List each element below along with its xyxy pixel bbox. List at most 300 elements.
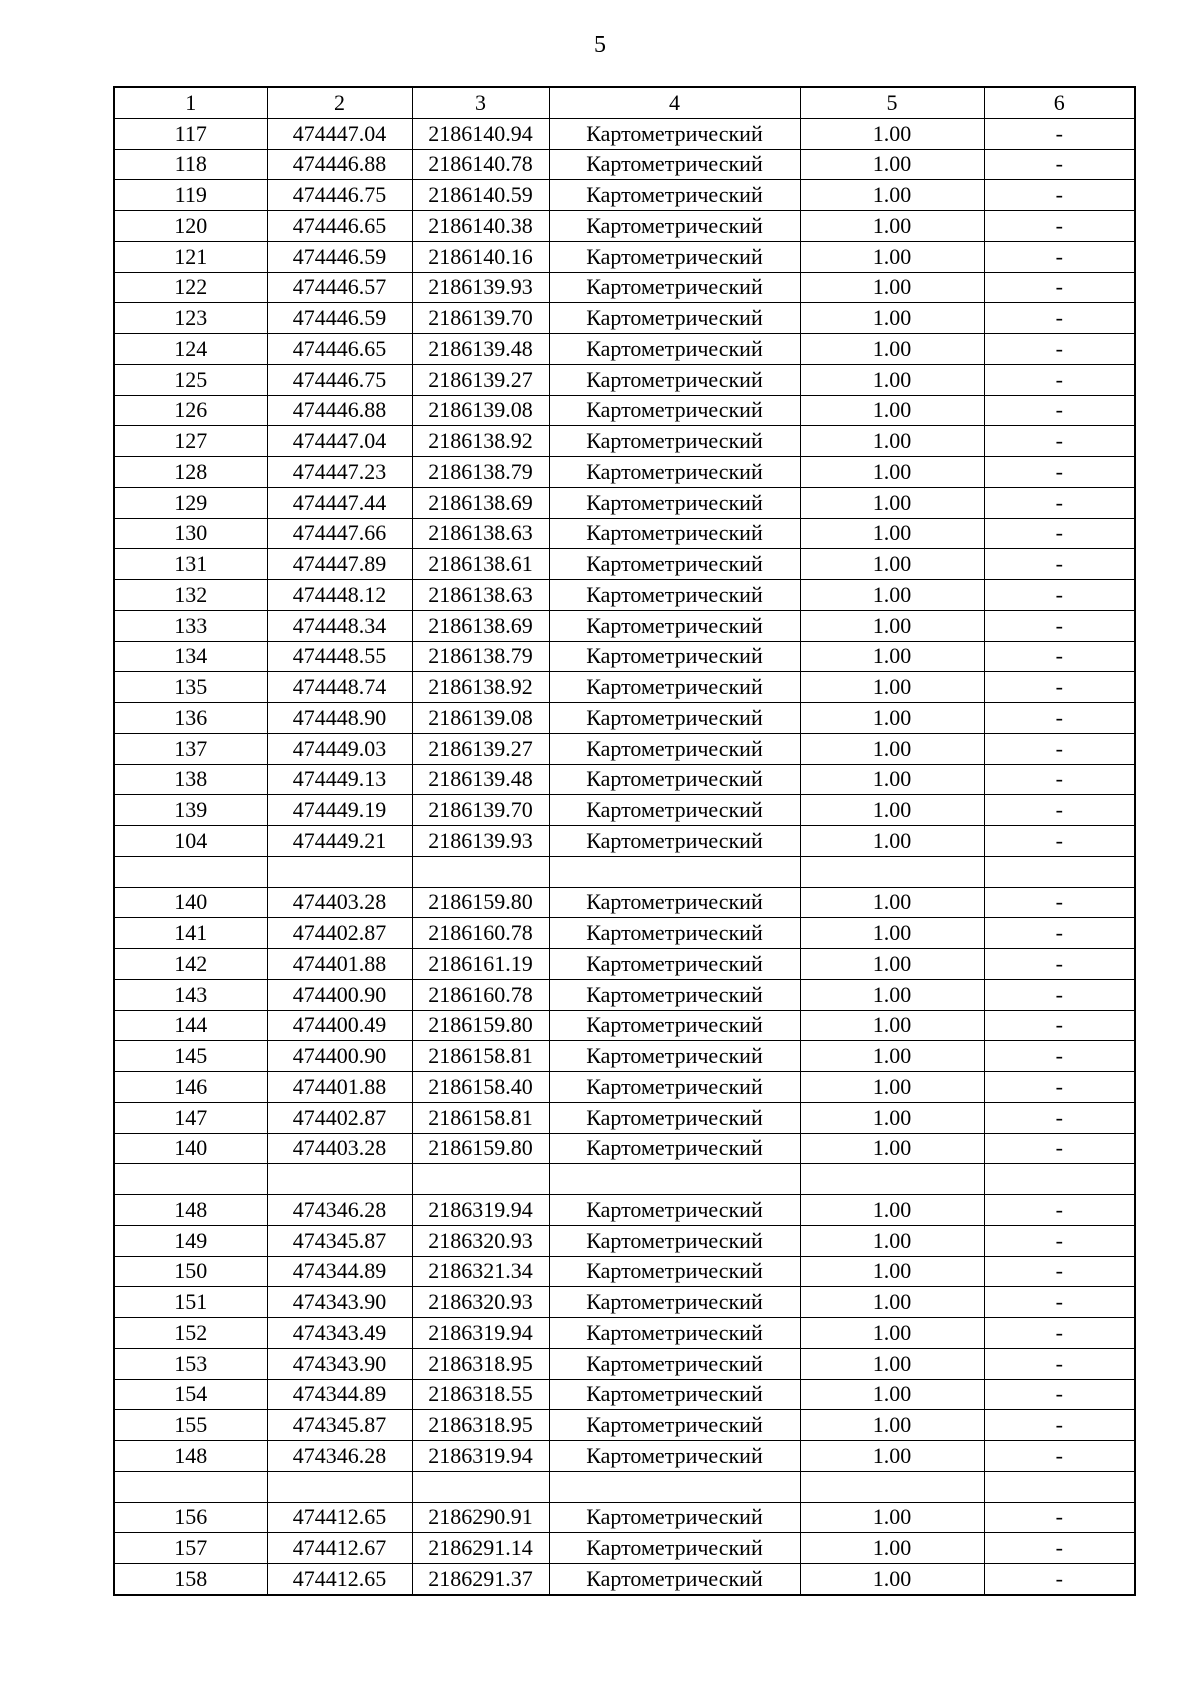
- cell-method: Картометрический: [549, 303, 800, 334]
- cell-accuracy: 1.00: [800, 887, 984, 918]
- table-row: [114, 918, 1135, 949]
- cell-y-coordinate: 2186139.27: [412, 364, 549, 395]
- cell-accuracy: 1.00: [800, 610, 984, 641]
- cell-y-coordinate: 2186319.94: [412, 1318, 549, 1349]
- cell-accuracy: 1.00: [800, 426, 984, 457]
- table-row: [114, 641, 1135, 672]
- cell-point-number: 136: [114, 703, 267, 734]
- cell-description: -: [984, 1010, 1135, 1041]
- cell-point-number: 147: [114, 1102, 267, 1133]
- cell-description: -: [984, 703, 1135, 734]
- cell-x-coordinate: 474446.75: [267, 180, 412, 211]
- cell-y-coordinate: 2186139.93: [412, 272, 549, 303]
- cell-y-coordinate: 2186318.95: [412, 1410, 549, 1441]
- cell-x-coordinate: 474446.59: [267, 303, 412, 334]
- cell-x-coordinate: [267, 856, 412, 887]
- cell-method: Картометрический: [549, 426, 800, 457]
- cell-description: -: [984, 887, 1135, 918]
- cell-method: Картометрический: [549, 1533, 800, 1564]
- cell-description: -: [984, 303, 1135, 334]
- cell-x-coordinate: 474446.65: [267, 334, 412, 365]
- cell-x-coordinate: 474412.65: [267, 1564, 412, 1595]
- cell-point-number: 137: [114, 733, 267, 764]
- cell-method: Картометрический: [549, 457, 800, 488]
- cell-x-coordinate: 474446.57: [267, 272, 412, 303]
- cell-x-coordinate: 474446.65: [267, 211, 412, 242]
- cell-accuracy: 1.00: [800, 272, 984, 303]
- cell-method: Картометрический: [549, 1256, 800, 1287]
- cell-point-number: 135: [114, 672, 267, 703]
- cell-point-number: [114, 856, 267, 887]
- table-row: [114, 1287, 1135, 1318]
- cell-x-coordinate: 474346.28: [267, 1441, 412, 1472]
- cell-accuracy: 1.00: [800, 1225, 984, 1256]
- table-row: [114, 364, 1135, 395]
- cell-description: -: [984, 518, 1135, 549]
- cell-y-coordinate: 2186139.70: [412, 795, 549, 826]
- cell-accuracy: 1.00: [800, 764, 984, 795]
- cell-point-number: 138: [114, 764, 267, 795]
- table-row: [114, 580, 1135, 611]
- cell-y-coordinate: 2186159.80: [412, 887, 549, 918]
- cell-description: -: [984, 1195, 1135, 1226]
- cell-accuracy: 1.00: [800, 149, 984, 180]
- table-row: [114, 1502, 1135, 1533]
- cell-y-coordinate: 2186139.08: [412, 395, 549, 426]
- cell-x-coordinate: 474402.87: [267, 1102, 412, 1133]
- table-row: [114, 487, 1135, 518]
- column-header-method: 4: [549, 87, 800, 118]
- cell-y-coordinate: 2186140.16: [412, 241, 549, 272]
- cell-accuracy: 1.00: [800, 826, 984, 857]
- cell-y-coordinate: 2186318.55: [412, 1379, 549, 1410]
- cell-x-coordinate: 474447.89: [267, 549, 412, 580]
- cell-point-number: 104: [114, 826, 267, 857]
- cell-description: -: [984, 979, 1135, 1010]
- table-row: [114, 949, 1135, 980]
- cell-description: -: [984, 395, 1135, 426]
- cell-y-coordinate: 2186160.78: [412, 918, 549, 949]
- cell-method: Картометрический: [549, 241, 800, 272]
- table-row: [114, 272, 1135, 303]
- cell-y-coordinate: 2186138.63: [412, 580, 549, 611]
- cell-method: Картометрический: [549, 703, 800, 734]
- table-row: [114, 1041, 1135, 1072]
- cell-accuracy: 1.00: [800, 395, 984, 426]
- table-row: [114, 1256, 1135, 1287]
- cell-y-coordinate: 2186158.81: [412, 1102, 549, 1133]
- cell-y-coordinate: 2186291.37: [412, 1564, 549, 1595]
- cell-method: Картометрический: [549, 733, 800, 764]
- cell-y-coordinate: 2186159.80: [412, 1010, 549, 1041]
- cell-method: Картометрический: [549, 1225, 800, 1256]
- cell-point-number: 118: [114, 149, 267, 180]
- cell-y-coordinate: 2186319.94: [412, 1441, 549, 1472]
- cell-description: -: [984, 334, 1135, 365]
- cell-accuracy: 1.00: [800, 1041, 984, 1072]
- cell-y-coordinate: 2186139.70: [412, 303, 549, 334]
- cell-x-coordinate: 474447.04: [267, 426, 412, 457]
- table-row: [114, 518, 1135, 549]
- cell-accuracy: 1.00: [800, 641, 984, 672]
- cell-x-coordinate: 474401.88: [267, 949, 412, 980]
- cell-method: [549, 856, 800, 887]
- cell-description: -: [984, 211, 1135, 242]
- table-row: [114, 1564, 1135, 1595]
- cell-x-coordinate: 474449.19: [267, 795, 412, 826]
- cell-x-coordinate: 474447.66: [267, 518, 412, 549]
- cell-accuracy: 1.00: [800, 733, 984, 764]
- cell-method: Картометрический: [549, 1195, 800, 1226]
- cell-x-coordinate: 474400.49: [267, 1010, 412, 1041]
- cell-x-coordinate: 474346.28: [267, 1195, 412, 1226]
- cell-description: [984, 856, 1135, 887]
- cell-y-coordinate: 2186140.38: [412, 211, 549, 242]
- cell-method: Картометрический: [549, 395, 800, 426]
- cell-accuracy: 1.00: [800, 795, 984, 826]
- table-row: [114, 549, 1135, 580]
- cell-accuracy: 1.00: [800, 334, 984, 365]
- cell-method: Картометрический: [549, 211, 800, 242]
- cell-y-coordinate: 2186321.34: [412, 1256, 549, 1287]
- column-header-y-coordinate: 3: [412, 87, 549, 118]
- cell-y-coordinate: 2186158.81: [412, 1041, 549, 1072]
- cell-y-coordinate: 2186320.93: [412, 1225, 549, 1256]
- cell-x-coordinate: 474343.90: [267, 1287, 412, 1318]
- coordinates-table: [113, 86, 1136, 1596]
- cell-method: Картометрический: [549, 764, 800, 795]
- cell-description: -: [984, 641, 1135, 672]
- cell-point-number: 142: [114, 949, 267, 980]
- cell-y-coordinate: 2186138.92: [412, 426, 549, 457]
- cell-description: -: [984, 272, 1135, 303]
- cell-accuracy: 1.00: [800, 518, 984, 549]
- cell-y-coordinate: 2186139.48: [412, 334, 549, 365]
- table-header: [114, 87, 1135, 118]
- table-row: [114, 1010, 1135, 1041]
- cell-accuracy: 1.00: [800, 1410, 984, 1441]
- cell-y-coordinate: 2186138.61: [412, 549, 549, 580]
- cell-description: -: [984, 672, 1135, 703]
- cell-method: Картометрический: [549, 918, 800, 949]
- cell-description: -: [984, 1287, 1135, 1318]
- cell-accuracy: 1.00: [800, 118, 984, 149]
- cell-point-number: 132: [114, 580, 267, 611]
- cell-x-coordinate: 474403.28: [267, 1133, 412, 1164]
- cell-accuracy: 1.00: [800, 457, 984, 488]
- cell-method: Картометрический: [549, 979, 800, 1010]
- cell-point-number: 140: [114, 887, 267, 918]
- cell-method: Картометрический: [549, 272, 800, 303]
- cell-description: -: [984, 241, 1135, 272]
- cell-accuracy: 1.00: [800, 180, 984, 211]
- cell-method: Картометрический: [549, 118, 800, 149]
- cell-point-number: [114, 1471, 267, 1502]
- column-header-x-coordinate: 2: [267, 87, 412, 118]
- cell-point-number: 125: [114, 364, 267, 395]
- cell-method: Картометрический: [549, 518, 800, 549]
- cell-method: Картометрический: [549, 1502, 800, 1533]
- cell-method: Картометрический: [549, 610, 800, 641]
- cell-point-number: 158: [114, 1564, 267, 1595]
- cell-point-number: 149: [114, 1225, 267, 1256]
- cell-method: Картометрический: [549, 826, 800, 857]
- cell-method: Картометрический: [549, 1564, 800, 1595]
- cell-x-coordinate: 474403.28: [267, 887, 412, 918]
- cell-accuracy: 1.00: [800, 487, 984, 518]
- cell-accuracy: 1.00: [800, 1348, 984, 1379]
- table-row: [114, 733, 1135, 764]
- cell-method: Картометрический: [549, 1102, 800, 1133]
- table-row: [114, 610, 1135, 641]
- cell-y-coordinate: 2186291.14: [412, 1533, 549, 1564]
- cell-accuracy: 1.00: [800, 364, 984, 395]
- cell-y-coordinate: 2186138.63: [412, 518, 549, 549]
- table-row: [114, 426, 1135, 457]
- cell-point-number: 141: [114, 918, 267, 949]
- cell-point-number: 145: [114, 1041, 267, 1072]
- cell-y-coordinate: 2186320.93: [412, 1287, 549, 1318]
- cell-accuracy: 1.00: [800, 672, 984, 703]
- cell-point-number: 153: [114, 1348, 267, 1379]
- cell-method: Картометрический: [549, 1010, 800, 1041]
- table-row: [114, 395, 1135, 426]
- table-row: [114, 1441, 1135, 1472]
- cell-x-coordinate: 474344.89: [267, 1379, 412, 1410]
- cell-y-coordinate: 2186138.69: [412, 487, 549, 518]
- cell-y-coordinate: 2186159.80: [412, 1133, 549, 1164]
- cell-x-coordinate: 474448.34: [267, 610, 412, 641]
- cell-accuracy: 1.00: [800, 1379, 984, 1410]
- table-row: [114, 1318, 1135, 1349]
- cell-x-coordinate: 474343.49: [267, 1318, 412, 1349]
- cell-description: -: [984, 1348, 1135, 1379]
- cell-accuracy: 1.00: [800, 1441, 984, 1472]
- table-row: [114, 1533, 1135, 1564]
- cell-y-coordinate: 2186160.78: [412, 979, 549, 1010]
- cell-x-coordinate: 474447.23: [267, 457, 412, 488]
- table-row: [114, 334, 1135, 365]
- table-row: [114, 149, 1135, 180]
- cell-x-coordinate: 474412.65: [267, 1502, 412, 1533]
- cell-y-coordinate: 2186138.69: [412, 610, 549, 641]
- cell-y-coordinate: [412, 1471, 549, 1502]
- cell-description: -: [984, 795, 1135, 826]
- cell-x-coordinate: 474446.75: [267, 364, 412, 395]
- cell-accuracy: 1.00: [800, 211, 984, 242]
- cell-x-coordinate: 474401.88: [267, 1072, 412, 1103]
- cell-point-number: 122: [114, 272, 267, 303]
- table-row: [114, 1072, 1135, 1103]
- cell-y-coordinate: 2186140.94: [412, 118, 549, 149]
- cell-method: Картометрический: [549, 1133, 800, 1164]
- table-row: [114, 1133, 1135, 1164]
- cell-accuracy: 1.00: [800, 1502, 984, 1533]
- cell-method: Картометрический: [549, 1318, 800, 1349]
- cell-description: -: [984, 733, 1135, 764]
- cell-point-number: 124: [114, 334, 267, 365]
- cell-x-coordinate: 474449.03: [267, 733, 412, 764]
- cell-method: Картометрический: [549, 149, 800, 180]
- cell-description: -: [984, 1256, 1135, 1287]
- cell-x-coordinate: 474402.87: [267, 918, 412, 949]
- cell-description: [984, 1164, 1135, 1195]
- cell-y-coordinate: 2186139.93: [412, 826, 549, 857]
- header-row: [114, 87, 1135, 118]
- cell-method: Картометрический: [549, 672, 800, 703]
- table-row: [114, 118, 1135, 149]
- cell-accuracy: 1.00: [800, 549, 984, 580]
- cell-point-number: 130: [114, 518, 267, 549]
- cell-method: Картометрический: [549, 334, 800, 365]
- cell-method: Картометрический: [549, 795, 800, 826]
- cell-accuracy: 1.00: [800, 1195, 984, 1226]
- table-row: [114, 979, 1135, 1010]
- cell-point-number: 127: [114, 426, 267, 457]
- cell-description: -: [984, 764, 1135, 795]
- cell-y-coordinate: 2186138.92: [412, 672, 549, 703]
- table-row: [114, 457, 1135, 488]
- cell-y-coordinate: 2186140.59: [412, 180, 549, 211]
- table-row: [114, 241, 1135, 272]
- cell-method: Картометрический: [549, 1072, 800, 1103]
- cell-accuracy: 1.00: [800, 1072, 984, 1103]
- cell-point-number: 148: [114, 1195, 267, 1226]
- cell-method: Картометрический: [549, 1041, 800, 1072]
- cell-description: -: [984, 1072, 1135, 1103]
- cell-accuracy: 1.00: [800, 303, 984, 334]
- cell-y-coordinate: 2186140.78: [412, 149, 549, 180]
- cell-method: [549, 1471, 800, 1502]
- table-row: [114, 795, 1135, 826]
- table-row: [114, 1471, 1135, 1502]
- cell-method: Картометрический: [549, 180, 800, 211]
- table-row: [114, 1348, 1135, 1379]
- cell-description: -: [984, 1133, 1135, 1164]
- table-body: [114, 118, 1135, 1595]
- cell-accuracy: [800, 1471, 984, 1502]
- cell-description: -: [984, 580, 1135, 611]
- cell-point-number: 117: [114, 118, 267, 149]
- cell-y-coordinate: 2186138.79: [412, 641, 549, 672]
- cell-x-coordinate: 474446.88: [267, 395, 412, 426]
- cell-x-coordinate: 474448.90: [267, 703, 412, 734]
- cell-point-number: 155: [114, 1410, 267, 1441]
- cell-x-coordinate: 474449.13: [267, 764, 412, 795]
- cell-point-number: 146: [114, 1072, 267, 1103]
- cell-description: -: [984, 487, 1135, 518]
- cell-y-coordinate: [412, 856, 549, 887]
- cell-method: Картометрический: [549, 641, 800, 672]
- cell-x-coordinate: 474448.74: [267, 672, 412, 703]
- cell-x-coordinate: [267, 1471, 412, 1502]
- cell-point-number: 143: [114, 979, 267, 1010]
- cell-y-coordinate: 2186318.95: [412, 1348, 549, 1379]
- column-header-description: 6: [984, 87, 1135, 118]
- cell-x-coordinate: 474344.89: [267, 1256, 412, 1287]
- cell-description: -: [984, 1225, 1135, 1256]
- cell-description: -: [984, 1533, 1135, 1564]
- cell-x-coordinate: 474412.67: [267, 1533, 412, 1564]
- cell-method: Картометрический: [549, 364, 800, 395]
- cell-point-number: 148: [114, 1441, 267, 1472]
- table-row: [114, 303, 1135, 334]
- table-row: [114, 856, 1135, 887]
- cell-description: -: [984, 1502, 1135, 1533]
- table-row: [114, 703, 1135, 734]
- cell-x-coordinate: 474447.04: [267, 118, 412, 149]
- cell-x-coordinate: 474448.55: [267, 641, 412, 672]
- cell-point-number: 150: [114, 1256, 267, 1287]
- cell-x-coordinate: 474400.90: [267, 1041, 412, 1072]
- cell-accuracy: 1.00: [800, 1564, 984, 1595]
- cell-description: -: [984, 118, 1135, 149]
- cell-accuracy: 1.00: [800, 979, 984, 1010]
- cell-description: -: [984, 1410, 1135, 1441]
- cell-y-coordinate: 2186139.27: [412, 733, 549, 764]
- cell-x-coordinate: 474446.88: [267, 149, 412, 180]
- cell-accuracy: 1.00: [800, 580, 984, 611]
- cell-x-coordinate: 474345.87: [267, 1410, 412, 1441]
- cell-x-coordinate: 474448.12: [267, 580, 412, 611]
- cell-description: -: [984, 180, 1135, 211]
- cell-point-number: 156: [114, 1502, 267, 1533]
- cell-point-number: [114, 1164, 267, 1195]
- cell-y-coordinate: 2186158.40: [412, 1072, 549, 1103]
- cell-point-number: 129: [114, 487, 267, 518]
- cell-description: -: [984, 610, 1135, 641]
- cell-method: Картометрический: [549, 949, 800, 980]
- table-row: [114, 1225, 1135, 1256]
- table-row: [114, 1195, 1135, 1226]
- page-number: 5: [594, 32, 606, 58]
- column-header-accuracy: 5: [800, 87, 984, 118]
- cell-description: -: [984, 1564, 1135, 1595]
- cell-method: Картометрический: [549, 1441, 800, 1472]
- cell-accuracy: 1.00: [800, 1010, 984, 1041]
- cell-method: [549, 1164, 800, 1195]
- cell-accuracy: 1.00: [800, 241, 984, 272]
- cell-method: Картометрический: [549, 580, 800, 611]
- cell-point-number: 133: [114, 610, 267, 641]
- cell-point-number: 151: [114, 1287, 267, 1318]
- cell-description: -: [984, 457, 1135, 488]
- cell-y-coordinate: 2186139.48: [412, 764, 549, 795]
- cell-description: -: [984, 426, 1135, 457]
- cell-method: Картометрический: [549, 1410, 800, 1441]
- cell-point-number: 120: [114, 211, 267, 242]
- cell-point-number: 157: [114, 1533, 267, 1564]
- table-row: [114, 672, 1135, 703]
- cell-x-coordinate: 474446.59: [267, 241, 412, 272]
- cell-description: [984, 1471, 1135, 1502]
- cell-x-coordinate: 474447.44: [267, 487, 412, 518]
- cell-description: -: [984, 918, 1135, 949]
- table-row: [114, 1410, 1135, 1441]
- cell-description: -: [984, 364, 1135, 395]
- cell-description: -: [984, 949, 1135, 980]
- cell-point-number: 140: [114, 1133, 267, 1164]
- cell-accuracy: 1.00: [800, 703, 984, 734]
- cell-point-number: 121: [114, 241, 267, 272]
- cell-y-coordinate: 2186319.94: [412, 1195, 549, 1226]
- cell-x-coordinate: 474343.90: [267, 1348, 412, 1379]
- cell-accuracy: 1.00: [800, 1256, 984, 1287]
- table-row: [114, 1379, 1135, 1410]
- cell-accuracy: 1.00: [800, 1287, 984, 1318]
- cell-y-coordinate: 2186161.19: [412, 949, 549, 980]
- cell-description: -: [984, 1102, 1135, 1133]
